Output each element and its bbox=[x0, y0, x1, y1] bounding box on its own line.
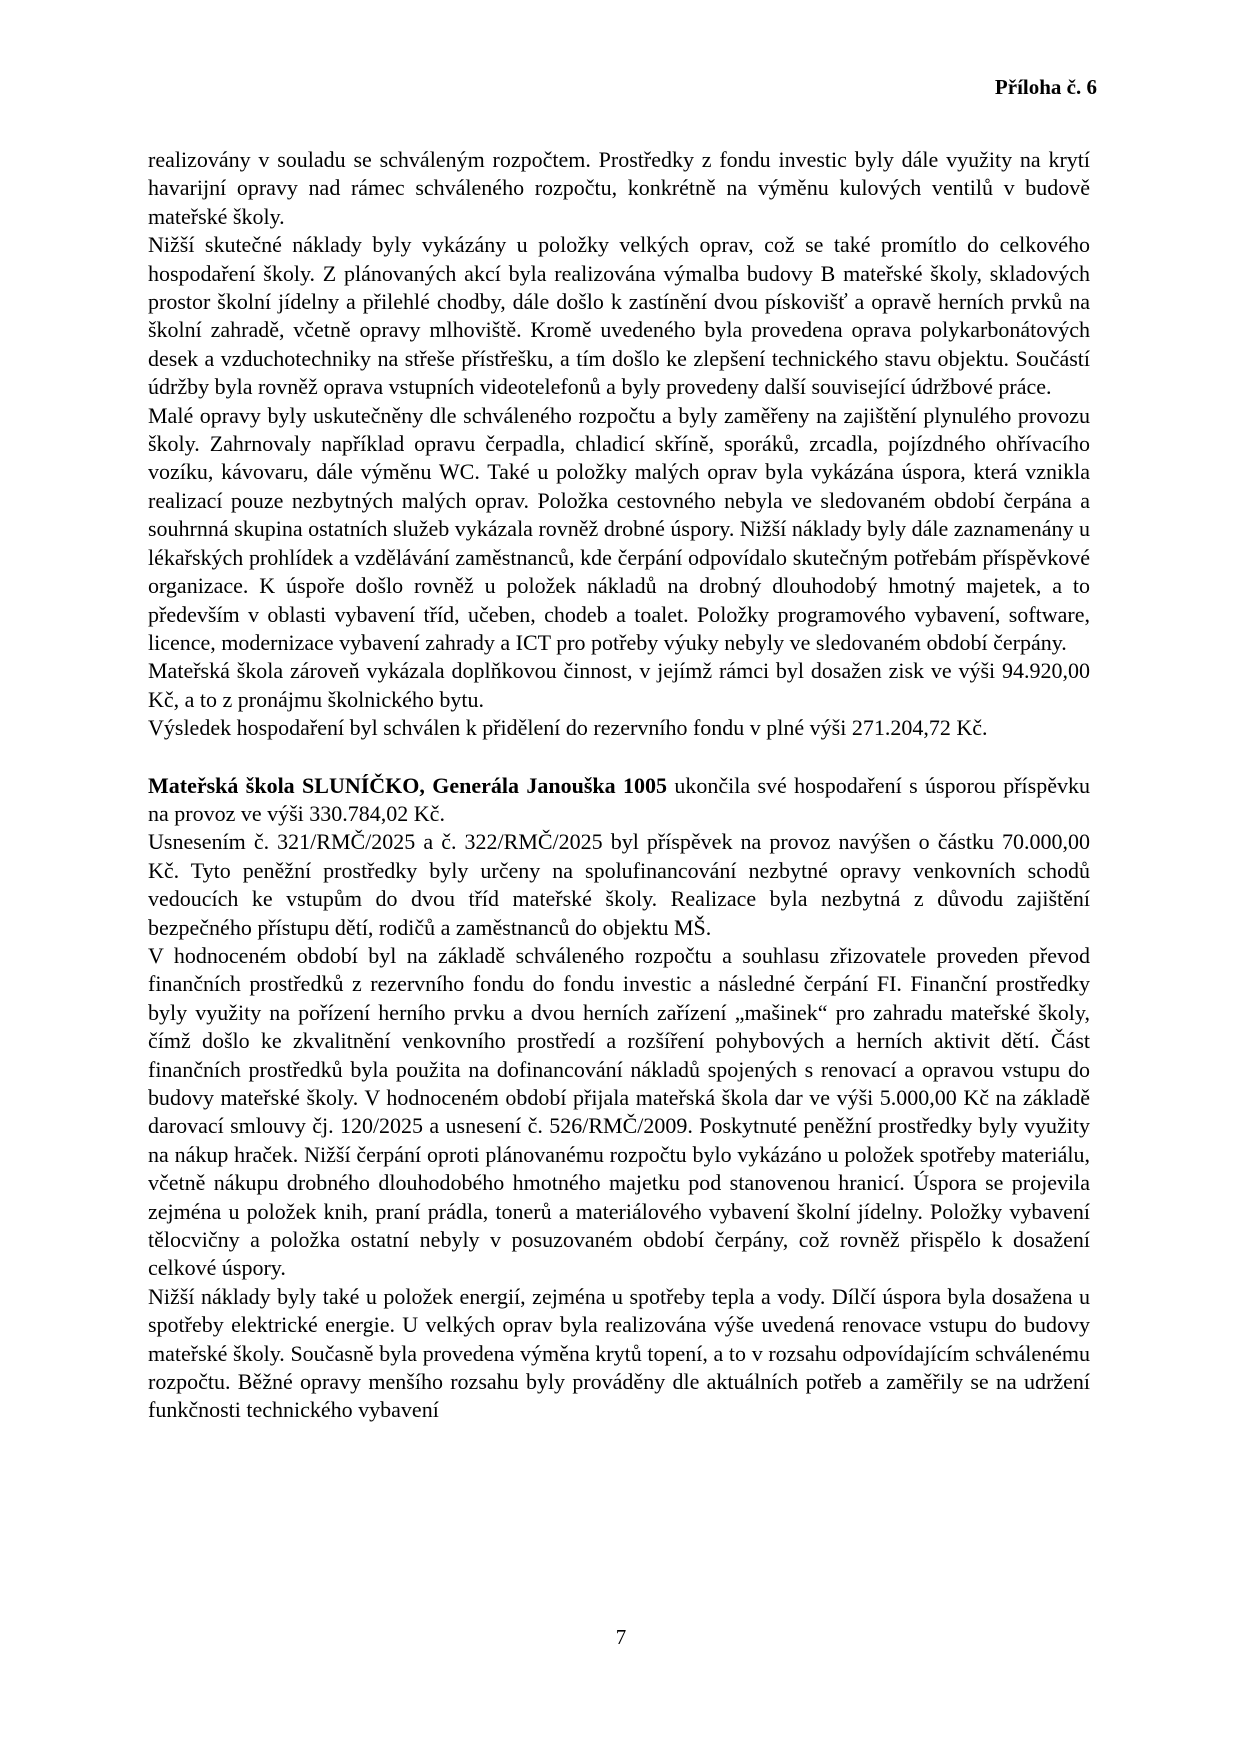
paragraph: Usnesením č. 321/RMČ/2025 a č. 322/RMČ/2025 byl příspěvek na provoz navýšen o částku 70.000,00 Kč. Tyto peněžní prostředky byly určeny na spolufinancování nezbytné opravy venkovních schodů vedoucích ke vstupům do dvou tříd mateřské školy. Realizace byla nezbytná z důvodu zajištění bezpečného přístupu dětí, rodičů a zaměstnanců do objektu MŠ. bbox=[148, 829, 1090, 940]
paragraph: Malé opravy byly uskutečněny dle schváleného rozpočtu a byly zaměřeny na zajištění plynulého provozu školy. Zahrnovaly například opravu čerpadla, chladicí skříně, sporáků, zrcadla, pojízdného ohřívacího vozíku, kávovaru, dále výměnu WC. Také u položky malých oprav byla vykázána úspora, která vznikla realizací pouze nezbytných malých oprav. Položka cestovného nebyla ve sledovaném období čerpána a souhrnná skupina ostatních služeb vykázala rovněž drobné úspory. Nižší náklady byly dále zaznamenány u lékařských prohlídek a vzdělávání zaměstnanců, kde čerpání odpovídalo skutečným potřebám příspěvkové organizace. K úspoře došlo rovněž u položek nákladů na drobný dlouhodobý hmotný majetek, a to především v oblasti vybavení tříd, učeben, chodeb a toalet. Položky programového vybavení, software, licence, modernizace vybavení zahrady a ICT pro potřeby výuky nebyly ve sledovaném období čerpány. bbox=[148, 402, 1090, 655]
attachment-label: Příloha č. 6 bbox=[994, 75, 1097, 99]
section-intro: ukončila své hospodaření s úsporou příspěvku na provoz ve výši 330.784,02 Kč. bbox=[148, 772, 1090, 826]
paragraph: Výsledek hospodaření byl schválen k přidělení do rezervního fondu v plné výši 271.204,72 Kč. bbox=[148, 715, 988, 741]
document-body bbox=[148, 146, 1090, 1425]
page-number: 7 bbox=[615, 1625, 627, 1649]
section-intro-paragraph bbox=[148, 772, 1090, 829]
paragraph: Mateřská škola zároveň vykázala doplňkovou činnost, v jejímž rámci byl dosažen zisk ve výši 94.920,00 Kč, a to z pronájmu školnického bytu. bbox=[148, 658, 1090, 712]
section-title: Mateřská škola SLUNÍČKO, Generála Janouška 1005 bbox=[148, 772, 668, 798]
paragraph: realizovány v souladu se schváleným rozpočtem. Prostředky z fondu investic byly dále využity na krytí havarijní opravy nad rámec schváleného rozpočtu, konkrétně na výměnu kulových ventilů v budově mateřské školy. bbox=[148, 147, 1090, 229]
paragraph: V hodnoceném období byl na základě schváleného rozpočtu a souhlasu zřizovatele proveden převod finančních prostředků z rezervního fondu do fondu investic a následné čerpání FI. Finanční prostředky byly využity na pořízení herního prvku a dvou herních zařízení „mašinek“ pro zahradu mateřské školy, čímž došlo ke zkvalitnění venkovního prostředí a rozšíření pohybových a herních aktivit dětí. Část finančních prostředků byla použita na dofinancování nákladů spojených s renovací a opravou vstupu do budovy mateřské školy. V hodnoceném období přijala mateřská škola dar ve výši 5.000,00 Kč na základě darovací smlouvy čj. 120/2025 a usnesení č. 526/RMČ/2009. Poskytnuté peněžní prostředky byly využity na nákup hraček. Nižší čerpání oproti plánovanému rozpočtu bylo vykázáno u položek spotřeby materiálu, včetně nákupu drobného dlouhodobého hmotného majetku pod stanovenou hranicí. Úspora se projevila zejména u položek knih, praní prádla, tonerů a materiálového vybavení školní jídelny. Položky vybavení tělocvičny a položka ostatní nebyly v posuzovaném období čerpány, což rovněž přispělo k dosažení celkové úspory. bbox=[148, 942, 1090, 1281]
paragraph: Nižší skutečné náklady byly vykázány u položky velkých oprav, což se také promítlo do celkového hospodaření školy. Z plánovaných akcí byla realizována výmalba budovy B mateřské školy, skladových prostor školní jídelny a přilehlé chodby, dále došlo k zastínění dvou pískovišť a opravě herních prvků na školní zahradě, včetně opravy mlhoviště. Kromě uvedeného byla provedena oprava polykarbonátových desek a vzduchotechniky na střeše přístřešku, a tím došlo ke zlepšení technického stavu objektu. Součástí údržby byla rovněž oprava vstupních videotelefonů a byly provedeny další související údržbové práce. bbox=[148, 232, 1090, 400]
paragraph: Nižší náklady byly také u položek energií, zejména u spotřeby tepla a vody. Dílčí úspora byla dosažena u spotřeby elektrické energie. U velkých oprav byla realizována výše uvedená renovace vstupu do budovy mateřské školy. Současně byla provedena výměna krytů topení, a to v rozsahu odpovídajícím schválenému rozpočtu. Běžné opravy menšího rozsahu byly prováděny dle aktuálních potřeb a zaměřily se na udržení funkčnosti technického vybavení bbox=[148, 1283, 1090, 1423]
